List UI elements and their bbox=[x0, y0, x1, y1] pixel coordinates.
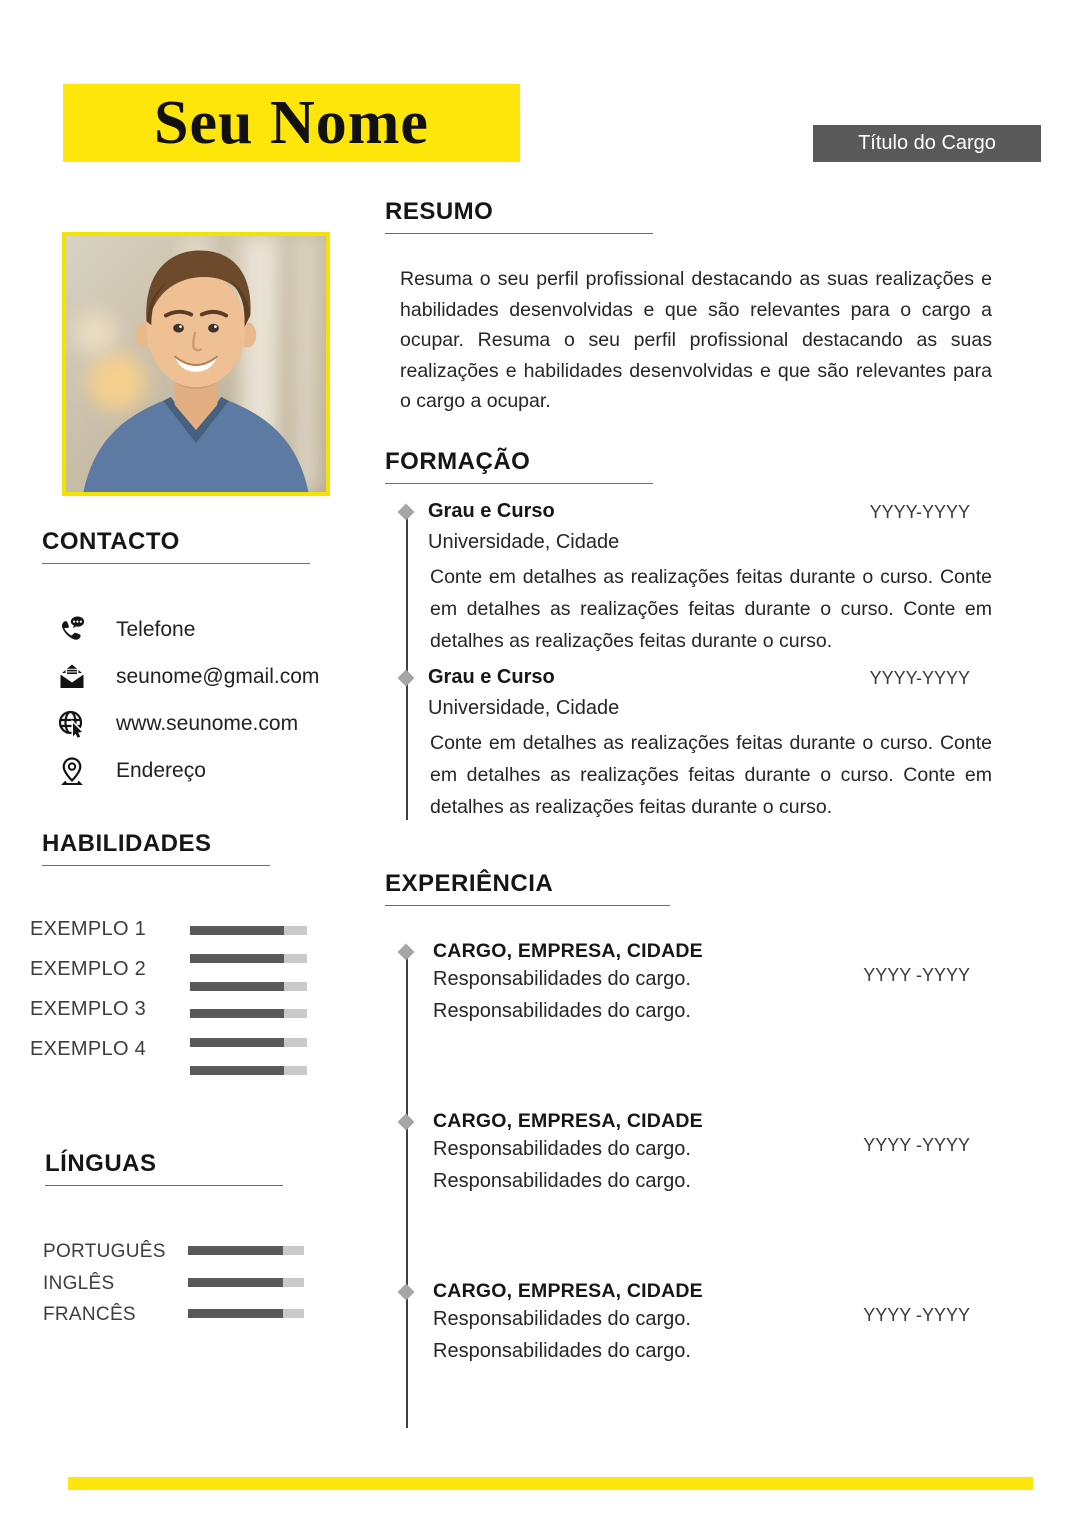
contact-item-phone bbox=[42, 606, 322, 653]
experiencia-entry bbox=[385, 940, 992, 1027]
person-name: Seu Nome bbox=[154, 89, 429, 157]
contact-item-email[interactable] bbox=[42, 653, 322, 700]
contact-email-label[interactable]: seunome@gmail.com bbox=[116, 664, 320, 688]
experiencia-entry-dates: YYYY -YYYY bbox=[863, 965, 970, 985]
skill-bar-fill bbox=[190, 1066, 284, 1075]
experiencia-entry-line: Responsabilidades do cargo. bbox=[433, 1000, 691, 1022]
language-label: INGLÊS bbox=[43, 1273, 115, 1294]
formacao-section bbox=[385, 448, 995, 484]
skill-bar bbox=[190, 954, 307, 963]
website-icon bbox=[56, 708, 88, 740]
bottom-accent-bar bbox=[68, 1477, 1033, 1490]
contact-list bbox=[42, 606, 322, 794]
formacao-entry-school: Universidade, Cidade bbox=[428, 697, 620, 719]
contact-phone-label: Telefone bbox=[116, 617, 196, 641]
languages-heading: LÍNGUAS bbox=[45, 1150, 157, 1177]
experiencia-entry-line: Responsabilidades do cargo. bbox=[433, 1340, 691, 1362]
experiencia-section bbox=[385, 870, 995, 906]
resumo-rule bbox=[385, 233, 653, 234]
formacao-entry-school: Universidade, Cidade bbox=[428, 531, 620, 553]
job-title-text: Título do Cargo bbox=[858, 132, 996, 154]
profile-photo-illustration bbox=[66, 236, 326, 492]
skill-label: EXEMPLO 2 bbox=[30, 958, 147, 980]
experiencia-entry-line: Responsabilidades do cargo. bbox=[433, 968, 691, 990]
contact-rule bbox=[42, 563, 310, 564]
experiencia-entry-dates: YYYY -YYYY bbox=[863, 1305, 970, 1325]
formacao-rule bbox=[385, 483, 653, 484]
skill-label: EXEMPLO 4 bbox=[30, 1038, 147, 1060]
experiencia-entry bbox=[385, 1110, 992, 1197]
skill-bar bbox=[190, 982, 307, 991]
email-icon bbox=[56, 661, 88, 693]
skill-bar-fill bbox=[190, 982, 284, 991]
skill-label: EXEMPLO 1 bbox=[30, 918, 147, 940]
skill-bar-fill bbox=[190, 954, 284, 963]
diamond-bullet-icon bbox=[398, 670, 415, 687]
language-row bbox=[43, 1241, 353, 1267]
language-label: PORTUGUÊS bbox=[43, 1241, 166, 1262]
resumo-text: Resuma o seu perfil profissional destacando as suas realizações e habilidades desenvolvidas e que são relevantes para o cargo a ocupar. Resuma o seu perfil profissional destacando as suas realizações e habilidades desenvolvidas e que são relevantes para o cargo a ocupar. bbox=[400, 268, 992, 412]
formacao-entry-title: Grau e Curso bbox=[428, 666, 555, 688]
phone-icon bbox=[56, 614, 88, 646]
contact-section bbox=[42, 528, 322, 794]
experiencia-entry-title: CARGO, EMPRESA, CIDADE bbox=[433, 940, 703, 962]
diamond-bullet-icon bbox=[398, 1284, 415, 1301]
language-label: FRANCÊS bbox=[43, 1304, 136, 1325]
diamond-bullet-icon bbox=[398, 1114, 415, 1131]
language-bar bbox=[188, 1278, 304, 1287]
language-bar bbox=[188, 1246, 304, 1255]
experiencia-entry-title: CARGO, EMPRESA, CIDADE bbox=[433, 1110, 703, 1132]
contact-item-website[interactable] bbox=[42, 700, 322, 747]
profile-photo bbox=[62, 232, 330, 496]
skill-label: EXEMPLO 3 bbox=[30, 998, 147, 1020]
experiencia-entry-line: Responsabilidades do cargo. bbox=[433, 1170, 691, 1192]
skills-rule bbox=[42, 865, 270, 866]
name-banner bbox=[63, 84, 520, 162]
job-title-badge bbox=[813, 125, 1041, 162]
formacao-entry-title: Grau e Curso bbox=[428, 500, 555, 522]
formacao-entry-description: Conte em detalhes as realizações feitas durante o curso. Conte em detalhes as realizações feitas durante o curso. Conte em detalhes as realizações feitas durante o curso. bbox=[430, 732, 992, 818]
skill-bar bbox=[190, 1038, 307, 1047]
contact-address-label: Endereço bbox=[116, 758, 206, 782]
languages-rule bbox=[45, 1185, 283, 1186]
formacao-entry bbox=[385, 500, 992, 657]
language-row bbox=[43, 1304, 353, 1330]
skill-bar bbox=[190, 1009, 307, 1018]
skill-bar-fill bbox=[190, 1038, 284, 1047]
diamond-bullet-icon bbox=[398, 944, 415, 961]
experiencia-entry bbox=[385, 1280, 992, 1367]
skills-section bbox=[30, 830, 342, 1060]
skill-bar bbox=[190, 1066, 307, 1075]
experiencia-entry-title: CARGO, EMPRESA, CIDADE bbox=[433, 1280, 703, 1302]
experiencia-entry-line: Responsabilidades do cargo. bbox=[433, 1308, 691, 1330]
language-bar-fill bbox=[188, 1246, 283, 1255]
skill-bar-fill bbox=[190, 1009, 284, 1018]
skills-heading: HABILIDADES bbox=[42, 830, 212, 857]
contact-website-label[interactable]: www.seunome.com bbox=[116, 711, 299, 735]
formacao-heading: FORMAÇÃO bbox=[385, 448, 531, 475]
languages-section bbox=[43, 1150, 345, 1325]
formacao-entry-dates: YYYY-YYYY bbox=[869, 668, 970, 688]
language-bar-fill bbox=[188, 1309, 283, 1318]
experiencia-entry-line: Responsabilidades do cargo. bbox=[433, 1138, 691, 1160]
language-bar bbox=[188, 1309, 304, 1318]
contact-item-address bbox=[42, 747, 322, 794]
experiencia-rule bbox=[385, 905, 670, 906]
resumo-section bbox=[385, 198, 995, 417]
language-bar-fill bbox=[188, 1278, 283, 1287]
address-icon bbox=[56, 755, 88, 787]
resumo-heading: RESUMO bbox=[385, 198, 494, 225]
language-row bbox=[43, 1273, 353, 1299]
diamond-bullet-icon bbox=[398, 504, 415, 521]
experiencia-heading: EXPERIÊNCIA bbox=[385, 870, 554, 897]
contact-heading: CONTACTO bbox=[42, 528, 180, 555]
skill-bar bbox=[190, 926, 307, 935]
skill-bar-fill bbox=[190, 926, 284, 935]
formacao-entry-dates: YYYY-YYYY bbox=[869, 502, 970, 522]
formacao-entry-description: Conte em detalhes as realizações feitas durante o curso. Conte em detalhes as realizações feitas durante o curso. Conte em detalhes as realizações feitas durante o curso. bbox=[430, 566, 992, 652]
formacao-entry bbox=[385, 666, 992, 823]
experiencia-entry-dates: YYYY -YYYY bbox=[863, 1135, 970, 1155]
